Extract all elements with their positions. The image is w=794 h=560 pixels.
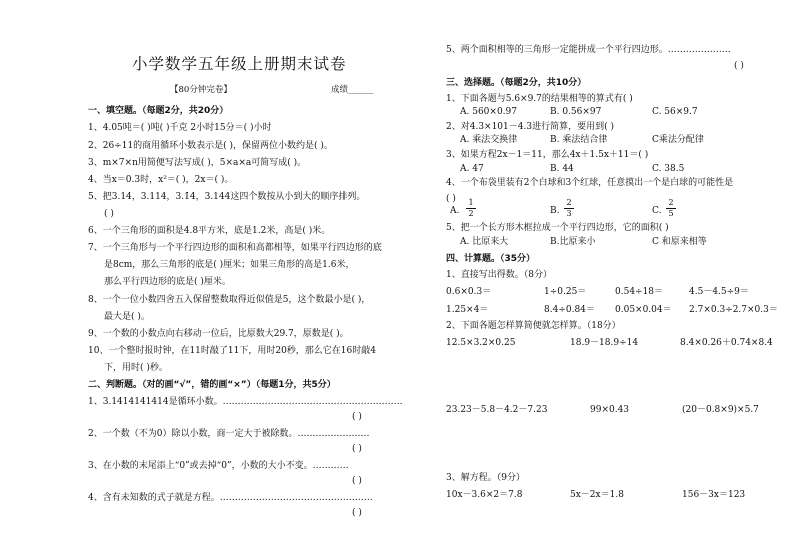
- s3-q1-option-a: A. 560×0.97: [460, 107, 517, 117]
- calc-item: 8.4×0.26＋0.74×8.4: [680, 338, 773, 348]
- s2-question-5: 5、两个面积相等的三角形一定能拼成一个平行四边形。…………………: [446, 45, 731, 55]
- time-label: 【80分钟完卷】: [170, 85, 232, 95]
- s4-part-3-heading: 3、解方程。（9分）: [446, 473, 525, 483]
- s3-q4-fraction-c: [666, 199, 676, 218]
- s4-part-2-heading: 2、下面各题怎样算简便就怎样算。（18分）: [446, 321, 621, 331]
- equation-item: 156－3x＝123: [682, 490, 746, 500]
- s1-question-7-line1: 7、一个三角形与一个平行四边形的面积和高都相等，如果平行四边形的底: [88, 243, 382, 253]
- s1-question-5: 5、把3.14̇，3.114，3.1̇4̇，3.144这四个数按从小到大的顺序排列。: [88, 192, 366, 202]
- s1-question-7-line2: 是8cm，那么三角形的底是( )厘米；如果三角形的高是1.6米，: [104, 260, 355, 270]
- s1-question-3: 3、m×7×n用简便写法写成( )，5×a×a可简写成( )。: [88, 158, 307, 168]
- s3-q4-fraction-a: [466, 199, 476, 218]
- s3-q4-option-b: B.: [550, 206, 560, 216]
- calc-item: 0.6×0.3＝: [446, 287, 492, 297]
- s2-question-3: 3、在小数的末尾添上“0”或去掉“0”，小数的大小不变。…………: [88, 461, 349, 471]
- s1-question-9: 9、一个数的小数点向右移动一位后，比原数大29.7，原数是( )。: [88, 329, 349, 339]
- s1-question-10-line2: 下，用时( )秒。: [104, 363, 168, 373]
- section-4-heading: 四、计算题。（35分）: [446, 254, 536, 264]
- s1-question-5-answer: ( ): [104, 209, 114, 219]
- calc-item: 8.4÷0.84＝: [544, 305, 595, 315]
- equation-item: 10x－3.6×2＝7.8: [446, 490, 523, 500]
- s2-question-5-answer: ( ): [734, 61, 744, 71]
- s3-question-5: 5、把一个长方形木框拉成一个平行四边形，它的面积( ): [446, 223, 669, 233]
- calc-item: 1÷0.25＝: [544, 287, 587, 297]
- s2-question-2: 2、一个数（不为0）除以小数，商一定大于被除数。……………………: [88, 429, 370, 439]
- calc-item: 2.7×0.3÷2.7×0.3＝: [689, 305, 778, 315]
- s3-question-4: 4、一个布袋里装有2个白球和3个红球，任意摸出一个是白球的可能性是: [446, 178, 734, 188]
- s3-q4-option-c: C.: [652, 206, 662, 216]
- s4-part-1-heading: 1、直接写出得数。（8分）: [446, 270, 552, 280]
- s3-q1-option-c: C. 56×9.7: [652, 107, 698, 117]
- calc-item: 4.5－4.5÷9＝: [689, 287, 749, 297]
- s1-question-8-line2: 最大是( )。: [104, 312, 150, 322]
- calc-item: 18.9－18.9÷14: [570, 338, 639, 348]
- s3-q4-option-a: A.: [450, 206, 460, 216]
- s1-question-7-line3: 那么平行四边形的底是( )厘米。: [104, 277, 231, 287]
- s1-question-10-line1: 10、一个整时报时钟，在11时敲了11下，用时20秒，那么它在16时敲4: [88, 346, 376, 356]
- fraction-denominator: 3: [566, 209, 572, 218]
- s1-question-2: 2、26÷11的商用循环小数表示是( )，保留两位小数约是( )。: [88, 141, 333, 151]
- s1-question-4: 4、当x＝0.3时，x²＝( )，2x＝( )。: [88, 175, 234, 185]
- fraction-numerator: 2: [566, 198, 572, 207]
- s2-question-4: 4、含有未知数的式子就是方程。……………………………………………: [88, 493, 373, 503]
- equation-item: 5x－2x＝1.8: [570, 490, 624, 500]
- calc-item: 0.54÷18＝: [615, 287, 664, 297]
- calc-item: 12.5×3.2×0.25: [446, 338, 516, 348]
- s2-question-1-answer: ( ): [352, 412, 362, 422]
- s3-q5-option-b: B.比原来小: [550, 237, 596, 247]
- calc-item: 23.23－5.8－4.2－7.23: [446, 405, 548, 415]
- s3-q2-option-c: C乘法分配律: [652, 135, 704, 145]
- calc-item: 1.25×4＝: [446, 305, 489, 315]
- s3-q1-option-b: B. 0.56×97: [550, 107, 602, 117]
- s3-q4-fraction-b: [564, 199, 574, 218]
- s1-question-8-line1: 8、一个一位小数四舍五入保留整数取得近似值是5，这个数最小是( )，: [88, 295, 371, 305]
- s3-q4-answer: ( ): [446, 194, 456, 204]
- fraction-numerator: 2: [668, 198, 674, 207]
- s3-q2-option-b: B. 乘法结合律: [550, 135, 608, 145]
- s3-question-2: 2、对4.3×101－4.3进行简算，要用到( ): [446, 122, 614, 132]
- s2-question-3-answer: ( ): [352, 476, 362, 486]
- section-2-heading: 二、判断题。（对的画“√”，错的画“×”）（每题1分，共5分）: [88, 380, 336, 390]
- s3-q3-option-a: A. 47: [460, 164, 484, 174]
- s3-q5-option-a: A. 比原来大: [460, 237, 509, 247]
- score-label: 成绩______: [331, 85, 374, 95]
- section-1-heading: 一、填空题。（每题2分，共20分）: [88, 106, 229, 116]
- calc-item: (20－0.8×9)×5.7: [682, 405, 759, 415]
- s3-question-3: 3、如果方程2x－1＝11，那么4x＋1.5x＋11＝( ): [446, 150, 649, 160]
- fraction-numerator: 1: [468, 198, 474, 207]
- s3-q3-option-c: C. 38.5: [652, 164, 685, 174]
- fraction-denominator: 2: [468, 209, 474, 218]
- s1-question-6: 6、一个三角形的面积是4.8平方米，底是1.2米，高是( )米。: [88, 226, 331, 236]
- s3-q3-option-b: B. 44: [550, 164, 574, 174]
- s3-q2-option-a: A. 乘法交换律: [460, 135, 518, 145]
- s2-question-1: 1、3.1414141414是循环小数。……………………………………………………: [88, 397, 403, 407]
- s3-q5-option-c: C 和原来相等: [652, 237, 707, 247]
- s1-question-1: 1、4.05吨＝( )吨( )千克 2小时15分＝( )小时: [88, 123, 272, 133]
- exam-title: 小学数学五年级上册期末试卷: [132, 55, 347, 73]
- calc-item: 99×0.43: [590, 405, 630, 415]
- s2-question-2-answer: ( ): [352, 444, 362, 454]
- s2-question-4-answer: ( ): [352, 508, 362, 518]
- fraction-denominator: 5: [668, 209, 674, 218]
- section-3-heading: 三、选择题。（每题2分，共10分）: [446, 78, 587, 88]
- s3-question-1: 1、下面各题与5.6×9.7的结果相等的算式有( ): [446, 94, 633, 104]
- calc-item: 0.05×0.04＝: [615, 305, 672, 315]
